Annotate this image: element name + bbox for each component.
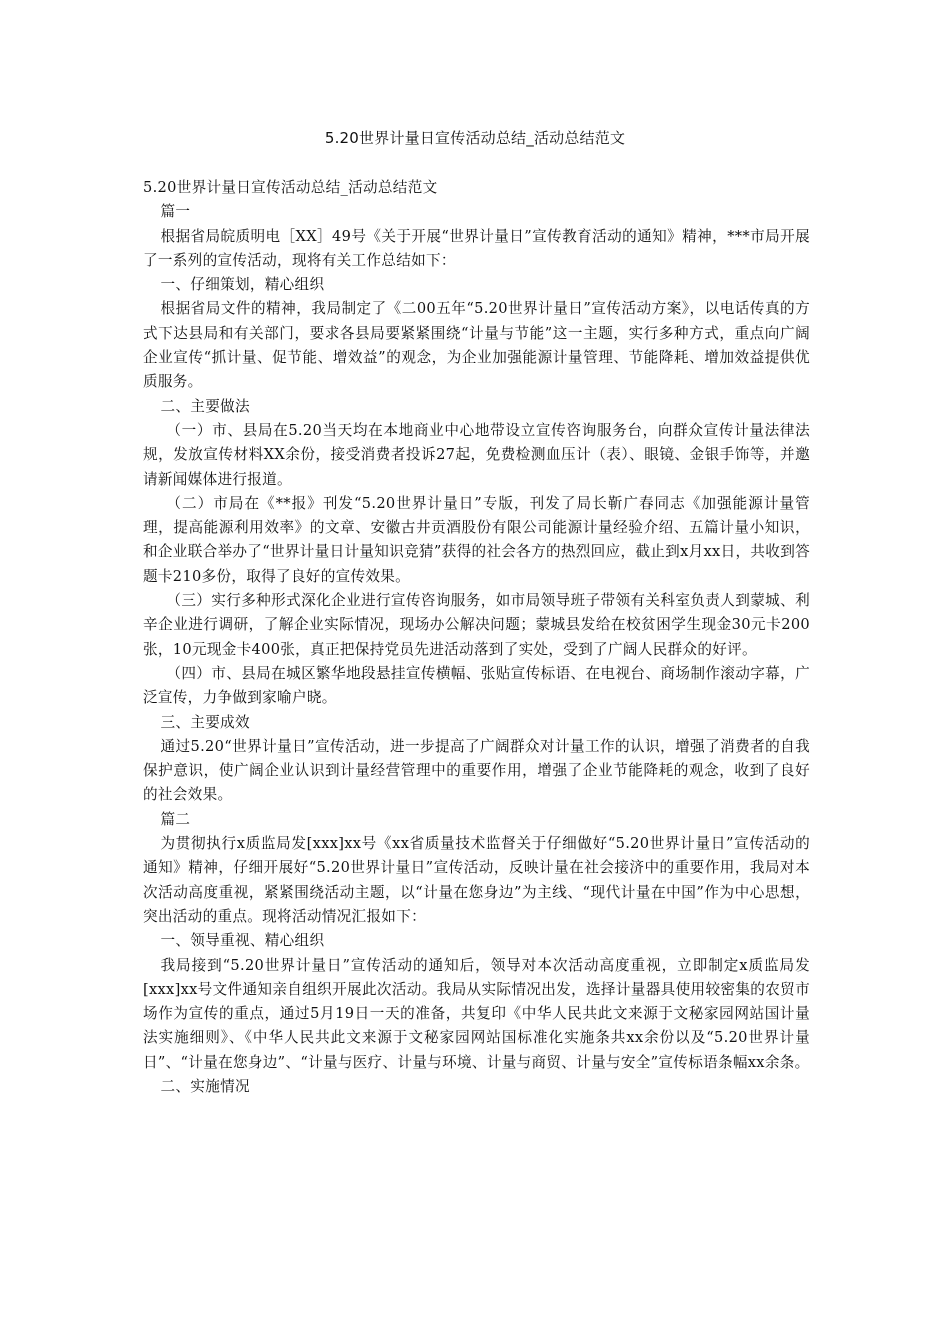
heading-part1-1: 一、仔细策划，精心组织 xyxy=(160,276,325,294)
paragraph-part2-intro: 为贯彻执行x质监局发[xxx]xx号《xx省质量技术监督关于仔细做好“5.20世界计量日”宣传活动的通知》精神，仔细开展好“5.20世界计量日”宣传活动，反映计量在社会接济中的重要作用，我局对本次活动高度重视，紧紧围绕活动主题，以“计量在您身边”为主线、“现代计量在中国”作为中心思想，突出活动的重点。现将活动情况汇报如下： xyxy=(143,835,810,925)
paragraph-part1-intro: 根据省局皖质明电［XX］49号《关于开展“世界计量日”宣传教育活动的通知》精神，***市局开展了一系列的宣传活动，现将有关工作总结如下： xyxy=(143,227,810,269)
document-heading: 5.20世界计量日宣传活动总结_活动总结范文 xyxy=(143,179,438,196)
document-body xyxy=(143,176,810,1099)
heading-part2-2: 二、实施情况 xyxy=(160,1077,250,1095)
heading-part1-3: 三、主要成效 xyxy=(160,713,250,731)
paragraph-part1-2-3: （三）实行多种形式深化企业进行宣传咨询服务，如市局领导班子带领有关科室负责人到蒙城、利辛企业进行调研，了解企业实际情况，现场办公解决问题；蒙城县发给在校贫困学生现金30元卡200张，10元现金卡400张，真正把保持党员先进活动落到了实处，受到了广阔人民群众的好评。 xyxy=(143,592,810,658)
paragraph-part1-2-2: （二）市局在《**报》刊发“5.20世界计量日”专版，刊发了局长靳广春同志《加强能源计量管理，提高能源利用效率》的文章、安徽古井贡酒股份有限公司能源计量经验介绍、五篇计量小知识，和企业联合举办了“世界计量日计量知识竞猜”获得的社会各方的热烈回应，截止到x月xx日，共收到答题卡210多份，取得了良好的宣传效果。 xyxy=(143,494,810,585)
paragraph-part1-2-1: （一）市、县局在5.20当天均在本地商业中心地带设立宣传咨询服务台，向群众宣传计量法律法规，发放宣传材料XX余份，接受消费者投诉27起，免费检测血压计（表）、眼镜、金银手饰等，并邀请新闻媒体进行报道。 xyxy=(143,421,810,488)
paragraph-part2-1: 我局接到“5.20世界计量日”宣传活动的通知后，领导对本次活动高度重视，立即制定x质监局发[xxx]xx号文件通知亲自组织开展此次活动。我局从实际情况出发，选择计量器具使用较密集的农贸市场作为宣传的重点，通过5月19日一天的准备，共复印《中华人民共此文来源于文秘家园网站国计量法实施细则》、《中华人民共此文来源于文秘家园网站国标准化实施条共xx余份以及“5.20世界计量日”、“计量在您身边”、“计量与医疗、计量与环境、计量与商贸、计量与安全”宣传标语条幅xx余条。 xyxy=(143,956,810,1071)
heading-part1-2: 二、主要做法 xyxy=(160,397,250,415)
section-label-part1: 篇一 xyxy=(160,203,191,221)
paragraph-part1-1: 根据省局文件的精神，我局制定了《二00五年“5.20世界计量日”宣传活动方案》，以电话传真的方式下达县局和有关部门，要求各县局要紧紧围绕“计量与节能”这一主题，实行多种方式，重点向广阔企业宣传“抓计量、促节能、增效益”的观念，为企业加强能源计量管理、节能降耗、增加效益提供优质服务。 xyxy=(143,300,810,391)
paragraph-part1-2-4: （四）市、县局在城区繁华地段悬挂宣传横幅、张贴宣传标语、在电视台、商场制作滚动字幕，广泛宣传，力争做到家喻户晓。 xyxy=(143,664,810,707)
section-label-part2: 篇二 xyxy=(160,810,191,828)
page-title: 5.20世界计量日宣传活动总结_活动总结范文 xyxy=(324,129,626,147)
paragraph-part1-3: 通过5.20“世界计量日”宣传活动，进一步提高了广阔群众对计量工作的认识，增强了消费者的自我保护意识，使广阔企业认识到计量经营管理中的重要作用，增强了企业节能降耗的观念，收到了良好的社会效果。 xyxy=(143,737,810,804)
heading-part2-1: 一、领导重视、精心组织 xyxy=(160,932,325,950)
